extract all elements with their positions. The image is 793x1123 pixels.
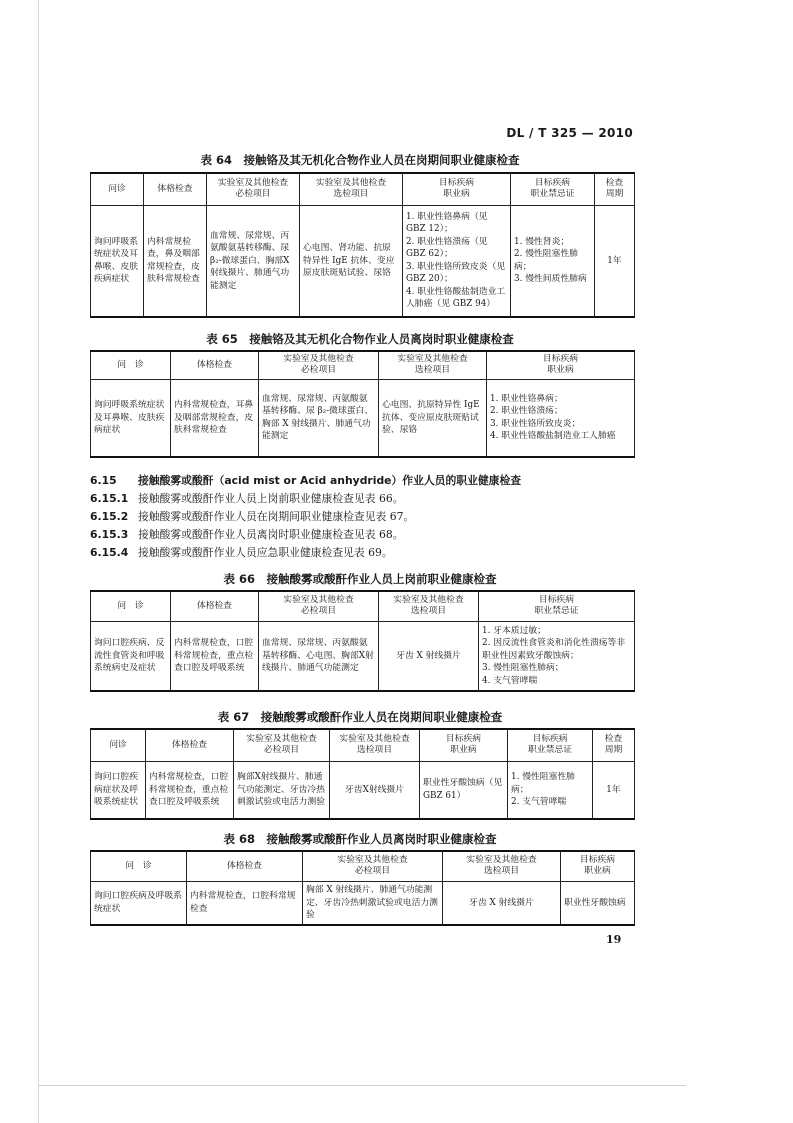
- table-cell: 心电图、肾功能、抗原特异性 IgE 抗体、变应原皮肤斑贴试验、尿铬: [300, 205, 403, 317]
- header-cell: 问 诊: [91, 851, 187, 881]
- header-cell: 问 诊: [91, 351, 171, 379]
- table-cell: 心电图、抗原特异性 IgE 抗体、变应原皮肤斑贴试验、尿铬: [379, 379, 487, 457]
- table-row: [91, 761, 635, 819]
- header-cell: 实验室及其他检查 必检项目: [259, 351, 379, 379]
- table-cell: 询问口腔疾病及呼吸系统症状: [91, 881, 187, 925]
- section-number: 6.15: [90, 474, 117, 487]
- header-cell: 体格检查: [171, 351, 259, 379]
- table-66-caption: 表 66 接触酸雾或酸酐作业人员上岗前职业健康检查: [223, 572, 497, 586]
- standard-number: DL / T 325 — 2010: [506, 126, 633, 140]
- header-cell: 实验室及其他检查 选检项目: [330, 729, 420, 761]
- table-cell: 1. 慢性阻塞性肺病； 2. 支气管哮喘: [508, 761, 593, 819]
- table-cell: 职业性牙酸蚀病（见 GBZ 61）: [420, 761, 508, 819]
- section-6-15-4: [90, 545, 393, 560]
- header-cell: 实验室及其他检查 必检项目: [234, 729, 330, 761]
- table-cell: 内科常规检查，耳鼻及咽部常规检查，皮肤科常规检查: [171, 379, 259, 457]
- header-cell: 实验室及其他检查 必检项目: [207, 173, 300, 205]
- header-cell: 目标疾病 职业病: [420, 729, 508, 761]
- table-cell: 内科常规检查，口腔科常规检查，重点检查口腔及呼吸系统: [146, 761, 234, 819]
- page-edge-line: [38, 0, 39, 1123]
- table-cell: 牙齿X射线摄片: [330, 761, 420, 819]
- section-number: 6.15.3: [90, 528, 129, 541]
- header-cell: 目标疾病 职业病: [403, 173, 511, 205]
- header-cell: 检查 周期: [595, 173, 635, 205]
- table-cell: 询问呼吸系统症状及耳鼻喉、皮肤疾病症状: [91, 379, 171, 457]
- table-65: [90, 350, 635, 458]
- header-cell: 问诊: [91, 173, 144, 205]
- header-cell: 体格检查: [187, 851, 303, 881]
- section-text: 接触酸雾或酸酐作业人员应急职业健康检查见表 69。: [138, 546, 393, 559]
- table-row: [91, 379, 635, 457]
- section-title: 接触酸雾或酸酐（acid mist or Acid anhydride）作业人员的职业健康检查: [138, 474, 522, 487]
- section-text: 接触酸雾或酸酐作业人员离岗时职业健康检查见表 68。: [138, 528, 404, 541]
- header-cell: 目标疾病 职业禁忌证: [479, 591, 635, 621]
- header-cell: 目标疾病 职业禁忌证: [508, 729, 593, 761]
- page-bottom-line: [38, 1085, 686, 1086]
- header-cell: 问 诊: [91, 591, 171, 621]
- header-cell: 实验室及其他检查 必检项目: [259, 591, 379, 621]
- header-cell: 目标疾病 职业禁忌证: [511, 173, 595, 205]
- section-number: 6.15.2: [90, 510, 129, 523]
- table-cell: 血常规、尿常规、丙氨酸氨基转移酶、心电图、胸部X射线摄片、肺通气功能测定: [259, 621, 379, 691]
- header-cell: 体格检查: [171, 591, 259, 621]
- table-cell: 胸部 X 射线摄片、肺通气功能测定、牙齿冷热刺激试验或电活力测验: [303, 881, 443, 925]
- table-cell: 1. 牙本质过敏； 2. 因反流性食管炎和消化性溃疡等非职业性因素致牙酸蚀病； 3. 慢性阻塞性肺病； 4. 支气管哮喘: [479, 621, 635, 691]
- section-text: 接触酸雾或酸酐作业人员在岗期间职业健康检查见表 67。: [138, 510, 415, 523]
- table-cell: 内科常规检查，鼻及咽部常规检查，皮肤科常规检查: [144, 205, 207, 317]
- header-cell: 实验室及其他检查 必检项目: [303, 851, 443, 881]
- header-cell: 目标疾病 职业病: [487, 351, 635, 379]
- section-number: 6.15.4: [90, 546, 129, 559]
- table-65-caption: 表 65 接触铬及其无机化合物作业人员离岗时职业健康检查: [206, 332, 514, 346]
- header-cell: 检查 周期: [593, 729, 635, 761]
- table-66-header-row: [91, 591, 635, 621]
- table-cell: 询问口腔疾病症状及呼吸系统症状: [91, 761, 146, 819]
- header-cell: 实验室及其他检查 选检项目: [379, 591, 479, 621]
- table-cell: 内科常规检查，口腔科常规检查: [187, 881, 303, 925]
- table-cell: 1. 职业性铬鼻病； 2. 职业性铬溃疡； 3. 职业性铬所致皮炎； 4. 职业性铬酸盐制造业工人肺癌: [487, 379, 635, 457]
- table-cell: 胸部X射线摄片、肺通气功能测定、牙齿冷热刺激试验或电活力测验: [234, 761, 330, 819]
- section-6-15-1: [90, 491, 404, 506]
- table-65-header-row: [91, 351, 635, 379]
- header-cell: 问诊: [91, 729, 146, 761]
- header-cell: 实验室及其他检查 选检项目: [379, 351, 487, 379]
- table-64-caption: 表 64 接触铬及其无机化合物作业人员在岗期间职业健康检查: [200, 153, 520, 167]
- table-68-header-row: [91, 851, 635, 881]
- table-64: [90, 172, 635, 318]
- table-67: [90, 728, 635, 820]
- table-67-caption: 表 67 接触酸雾或酸酐作业人员在岗期间职业健康检查: [217, 710, 503, 724]
- table-cell: 1. 职业性铬鼻病（见 GBZ 12）； 2. 职业性铬溃疡（见 GBZ 62）； 3. 职业性铬所致皮炎（见 GBZ 20）； 4. 职业性铬酸盐制造业工人肺癌（见 GBZ 94）: [403, 205, 511, 317]
- table-66: [90, 590, 635, 692]
- table-cell: 血常规、尿常规、丙氨酸氨基转移酶、尿 β₂-微球蛋白、胸部 X 射线摄片、肺通气功能测定: [259, 379, 379, 457]
- table-cell: 牙齿 X 射线摄片: [443, 881, 561, 925]
- table-cell: 牙齿 X 射线摄片: [379, 621, 479, 691]
- table-68-caption: 表 68 接触酸雾或酸酐作业人员离岗时职业健康检查: [223, 832, 497, 846]
- section-number: 6.15.1: [90, 492, 129, 505]
- header-cell: 目标疾病 职业病: [561, 851, 635, 881]
- table-68: [90, 850, 635, 926]
- header-cell: 体格检查: [144, 173, 207, 205]
- table-67-header-row: [91, 729, 635, 761]
- table-cell: 1年: [593, 761, 635, 819]
- section-6-15-3: [90, 527, 404, 542]
- page-number: 19: [606, 933, 622, 946]
- table-cell: 询问呼吸系统症状及耳鼻喉、皮肤疾病症状: [91, 205, 144, 317]
- table-cell: 职业性牙酸蚀病: [561, 881, 635, 925]
- table-cell: 血常规、尿常规、丙氨酸氨基转移酶、尿 β₂-微球蛋白、胸部X射线摄片、肺通气功能测定: [207, 205, 300, 317]
- table-cell: 内科常规检查，口腔科常规检查，重点检查口腔及呼吸系统: [171, 621, 259, 691]
- table-row: [91, 621, 635, 691]
- section-6-15: [90, 473, 521, 488]
- header-cell: 实验室及其他检查 选检项目: [443, 851, 561, 881]
- header-cell: 实验室及其他检查 选检项目: [300, 173, 403, 205]
- section-text: 接触酸雾或酸酐作业人员上岗前职业健康检查见表 66。: [138, 492, 404, 505]
- header-cell: 体格检查: [146, 729, 234, 761]
- table-row: [91, 205, 635, 317]
- section-6-15-2: [90, 509, 414, 524]
- table-64-header-row: [91, 173, 635, 205]
- table-row: [91, 881, 635, 925]
- table-cell: 询问口腔疾病、反流性食管炎和呼吸系统病史及症状: [91, 621, 171, 691]
- table-cell: 1. 慢性肾炎； 2. 慢性阻塞性肺病； 3. 慢性间质性肺病: [511, 205, 595, 317]
- table-cell: 1年: [595, 205, 635, 317]
